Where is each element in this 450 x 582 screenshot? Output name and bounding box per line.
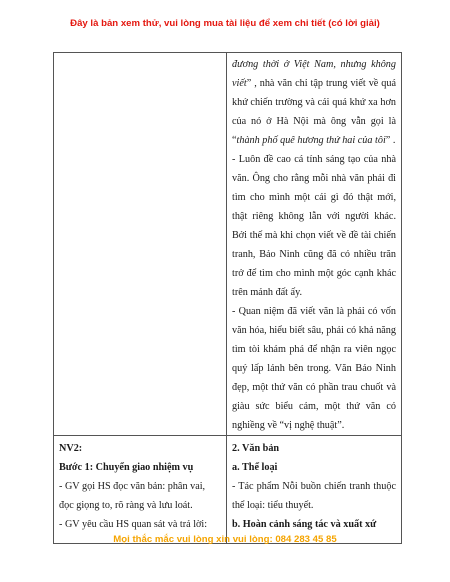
paragraph-text: ” , nhà văn chỉ tập trung viết về quá khứ chiến trường và cái quá khứ xa hơn của nó ở Hà Nội mà ông vẫn gọi là “ [232,78,396,146]
preview-notice-banner: Đây là bản xem thử, vui lòng mua tài liệu để xem chi tiết (có lời giải) [70,18,380,29]
teacher-activity-cell [54,436,227,544]
lesson-table [53,52,402,544]
section-heading: 2. Văn bản [232,443,280,454]
content-cell [227,53,402,436]
task-number: NV2: [59,443,83,454]
content-cell [227,436,402,544]
italic-quote: thành phố quê hương thứ hai của tôi [236,135,386,146]
table-row [54,436,402,544]
instruction-line: - GV yêu cầu HS quan sát và trả lời: [59,519,208,530]
paragraph-text: ” . [385,135,396,146]
subsection-heading: a. Thể loại [232,462,278,473]
contact-banner: Mọi thắc mắc vui lòng xin vui lòng: 084 283 45 85 [113,534,337,545]
italic-text: đương thời ở Việt Nam, nhưng không viết [232,59,396,89]
paragraph-creativity: - Luôn đề cao cá tính sáng tạo của nhà văn. Ông cho rằng mỗi nhà văn phải đi tìm cho mình một cái gì đó thật mới, thật riêng không lẫn với người khác. Bởi thế mà khi chọn viết về đề tài chiến tranh, Bảo Ninh cũng đã có nhiều trăn trở để tìm cho mình một góc cạnh khác trên mảnh đất ấy. [232,154,396,298]
step-heading: Bước 1: Chuyển giao nhiệm vụ [59,462,194,473]
genre-line: - Tác phẩm Nỗi buồn chiến tranh thuộc thể loại: tiểu thuyết. [232,481,396,511]
instruction-line: - GV gọi HS đọc văn bản: phân vai, đọc giọng to, rõ ràng và lưu loát. [59,481,206,511]
paragraph-author-context [232,55,396,150]
table-row [54,53,402,436]
paragraph-writing-view: - Quan niệm đã viết văn là phải có vốn văn hóa, hiểu biết sâu, phải có khả năng tìm tòi khám phá để nhận ra viên ngọc quý lấp lánh bên trong. Văn Bảo Ninh đẹp, một thứ văn có phần trau chuốt và giàu sức biểu cảm, một thứ văn có nghiềng về “vị nghệ thuật”. [232,306,396,431]
teacher-activity-cell [54,53,227,436]
subsection-heading: b. Hoàn cảnh sáng tác và xuất xứ [232,519,377,530]
